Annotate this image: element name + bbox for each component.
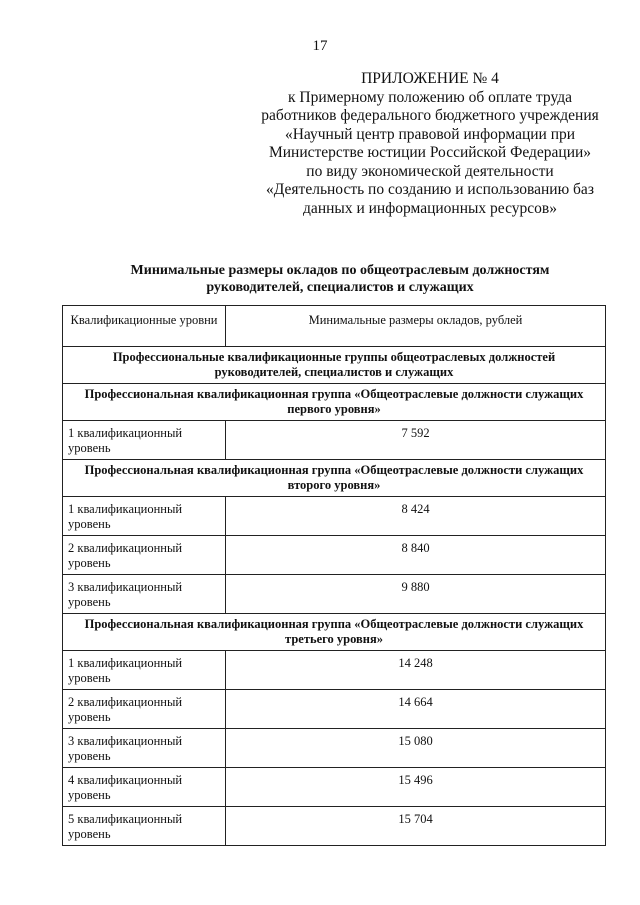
group-row xyxy=(63,614,606,651)
level-cell: 1 квалификационный уровень xyxy=(63,651,226,690)
main-group-row xyxy=(63,347,606,384)
group-row xyxy=(63,460,606,497)
table-row xyxy=(63,575,606,614)
table-row xyxy=(63,651,606,690)
group-title: Профессиональная квалификационная группа «Общеотраслевые должности служащих третьего уровня» xyxy=(63,614,606,651)
page-number: 17 xyxy=(312,38,328,54)
amount-cell: 7 592 xyxy=(226,421,606,460)
appendix-header xyxy=(250,70,610,218)
appendix-line: «Научный центр правовой информации при xyxy=(284,125,576,143)
main-group-title: Профессиональные квалификационные группы общеотраслевых должностей руководителей, специалистов и служащих xyxy=(63,347,606,384)
level-cell: 3 квалификационный уровень xyxy=(63,729,226,768)
group-title: Профессиональная квалификационная группа «Общеотраслевые должности служащих второго уровня» xyxy=(63,460,606,497)
appendix-line: данных и информационных ресурсов» xyxy=(303,199,557,217)
amount-cell: 9 880 xyxy=(226,575,606,614)
level-cell: 2 квалификационный уровень xyxy=(63,536,226,575)
table-row xyxy=(63,536,606,575)
level-cell: 1 квалификационный уровень xyxy=(63,421,226,460)
table-title xyxy=(40,262,640,296)
amount-cell: 14 248 xyxy=(226,651,606,690)
header-level: Квалификационные уровни xyxy=(63,306,226,347)
table-row xyxy=(63,690,606,729)
amount-cell: 14 664 xyxy=(226,690,606,729)
level-cell: 4 квалификационный уровень xyxy=(63,768,226,807)
table-title-line: Минимальные размеры окладов по общеотраслевым должностям xyxy=(130,263,550,278)
table-title-line: руководителей, специалистов и служащих xyxy=(206,280,474,295)
amount-cell: 15 080 xyxy=(226,729,606,768)
amount-cell: 15 704 xyxy=(226,807,606,846)
table-row xyxy=(63,768,606,807)
group-title: Профессиональная квалификационная группа «Общеотраслевые должности служащих первого уровня» xyxy=(63,384,606,421)
level-cell: 3 квалификационный уровень xyxy=(63,575,226,614)
header-salary: Минимальные размеры окладов, рублей xyxy=(226,306,606,347)
amount-cell: 8 840 xyxy=(226,536,606,575)
table-row xyxy=(63,497,606,536)
appendix-line: к Примерному положению об оплате труда xyxy=(288,88,572,106)
amount-cell: 15 496 xyxy=(226,768,606,807)
group-row xyxy=(63,384,606,421)
appendix-line: «Деятельность по созданию и использованию баз xyxy=(266,181,594,198)
table-header-row xyxy=(63,306,606,347)
level-cell: 2 квалификационный уровень xyxy=(63,690,226,729)
appendix-title: ПРИЛОЖЕНИЕ № 4 xyxy=(361,70,499,87)
level-cell: 5 квалификационный уровень xyxy=(63,807,226,846)
appendix-line: Министерстве юстиции Российской Федерации» xyxy=(268,144,592,161)
appendix-line: по виду экономической деятельности xyxy=(306,162,554,180)
amount-cell: 8 424 xyxy=(226,497,606,536)
table-row xyxy=(63,421,606,460)
table-row xyxy=(63,807,606,846)
appendix-line: работников федерального бюджетного учреждения xyxy=(261,107,599,124)
table-row xyxy=(63,729,606,768)
level-cell: 1 квалификационный уровень xyxy=(63,497,226,536)
salary-table xyxy=(62,305,606,846)
